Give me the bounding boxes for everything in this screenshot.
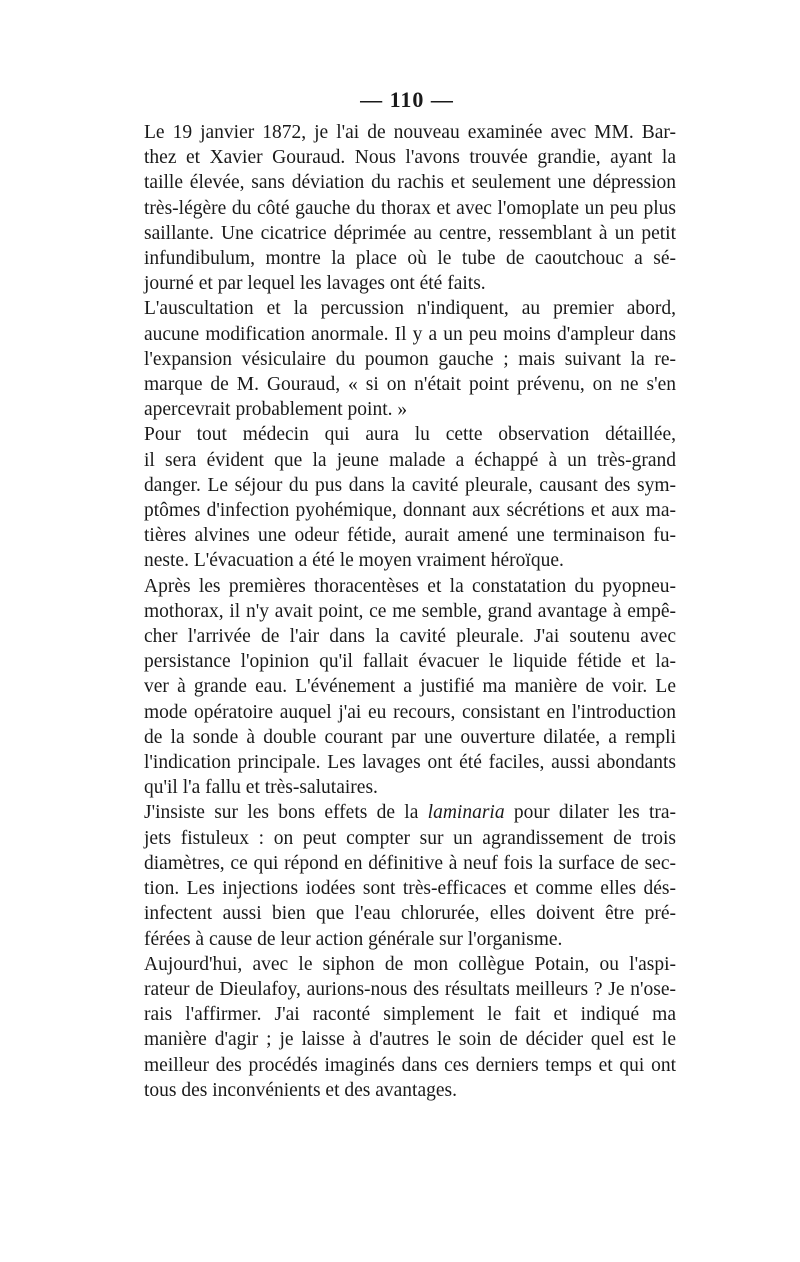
text-line: manière d'agir ; je laisse à d'autres le soin de décider quel est le	[144, 1029, 676, 1051]
text-line: journé et par lequel les lavages ont été faits.	[144, 273, 486, 295]
paragraph-auscultation	[118, 296, 676, 422]
text-line: Le 19 janvier 1872, je l'ai de nouveau examinée avec MM. Bar-	[144, 122, 676, 143]
text-line: Pour tout médecin qui aura lu cette observation détaillée,	[144, 424, 676, 446]
text-line: très-légère du côté gauche du thorax et avec l'omoplate un peu plus	[144, 197, 676, 219]
paragraph-danger	[118, 422, 676, 573]
paragraph-thoracentesis	[118, 574, 676, 801]
text-line: Après les premières thoracentèses et la constatation du pyopneu-	[144, 575, 676, 597]
text-line: taille élevée, sans déviation du rachis et seulement une dépression	[144, 172, 676, 194]
text-line: marque de M. Gouraud, « si on n'était point prévenu, on ne s'en	[144, 374, 676, 396]
text-line: mode opératoire auquel j'ai eu recours, consistant en l'introduction	[144, 701, 676, 723]
text-line: meilleur des procédés imaginés dans ces derniers temps et qui ont	[144, 1054, 676, 1076]
text-line: thez et Xavier Gouraud. Nous l'avons trouvée grandie, ayant la	[144, 147, 676, 169]
text-segment: pour dilater les tra-	[504, 802, 677, 824]
text-line: neste. L'évacuation a été le moyen vraiment héroïque.	[144, 550, 564, 572]
text-line: persistance l'opinion qu'il fallait évacuer le liquide fétide et la-	[144, 651, 676, 673]
text-line: infundibulum, montre la place où le tube de caoutchouc a sé-	[144, 248, 676, 270]
text-line: L'auscultation et la percussion n'indiquent, au premier abord,	[144, 298, 676, 320]
text-line: cher l'arrivée de l'air dans la cavité pleurale. J'ai soutenu avec	[144, 626, 676, 648]
page-number: — 110 —	[360, 87, 454, 112]
text-line: rateur de Dieulafoy, aurions-nous des résultats meilleurs ? Je n'ose-	[144, 978, 676, 1000]
text-line: apercevrait probablement point. »	[144, 399, 408, 421]
text-line: de la sonde à double courant par une ouverture dilatée, a rempli	[144, 726, 676, 748]
text-line: férées à cause de leur action générale sur l'organisme.	[144, 928, 563, 950]
text-line: tous des inconvénients et des avantages.	[144, 1079, 457, 1101]
text-line: qu'il l'a fallu et très-salutaires.	[144, 777, 378, 799]
text-line: il sera évident que la jeune malade a échappé à un très-grand	[144, 449, 676, 471]
emphasis-laminaria: laminaria	[427, 802, 505, 824]
text-line: jets fistuleux : on peut compter sur un agrandissement de trois	[144, 827, 676, 849]
text-line: Aujourd'hui, avec le siphon de mon collègue Potain, ou l'aspi-	[144, 953, 676, 975]
text-segment: J'insiste sur les bons effets de la	[144, 802, 428, 824]
text-line	[118, 800, 676, 825]
book-page	[118, 86, 676, 1103]
text-line: infectent aussi bien que l'eau chlorurée, elles doivent être pré-	[144, 903, 676, 925]
text-line: ver à grande eau. L'événement a justifié ma manière de voir. Le	[144, 676, 676, 698]
text-line: mothorax, il n'y avait point, ce me semble, grand avantage à empê-	[144, 600, 676, 622]
text-line: danger. Le séjour du pus dans la cavité pleurale, causant des sym-	[144, 474, 676, 496]
text-line: saillante. Une cicatrice déprimée au centre, ressemblant à un petit	[144, 222, 676, 244]
paragraph-examination	[118, 120, 676, 296]
paragraph-laminaria	[118, 800, 676, 951]
text-line: tion. Les injections iodées sont très-efficaces et comme elles dés-	[144, 878, 676, 900]
text-line: l'expansion vésiculaire du poumon gauche ; mais suivant la re-	[144, 348, 676, 370]
text-line: aucune modification anormale. Il y a un peu moins d'ampleur dans	[144, 323, 676, 345]
text-line: l'indication principale. Les lavages ont été faciles, aussi abondants	[144, 752, 676, 774]
text-line: rais l'affirmer. J'ai raconté simplement le fait et indiqué ma	[144, 1004, 676, 1026]
text-line: diamètres, ce qui répond en définitive à neuf fois la surface de sec-	[144, 852, 676, 874]
text-line: tières alvines une odeur fétide, aurait amené une terminaison fu-	[144, 525, 676, 547]
text-line: ptômes d'infection pyohémique, donnant aux sécrétions et aux ma-	[144, 500, 676, 522]
paragraph-conclusion	[118, 952, 676, 1103]
